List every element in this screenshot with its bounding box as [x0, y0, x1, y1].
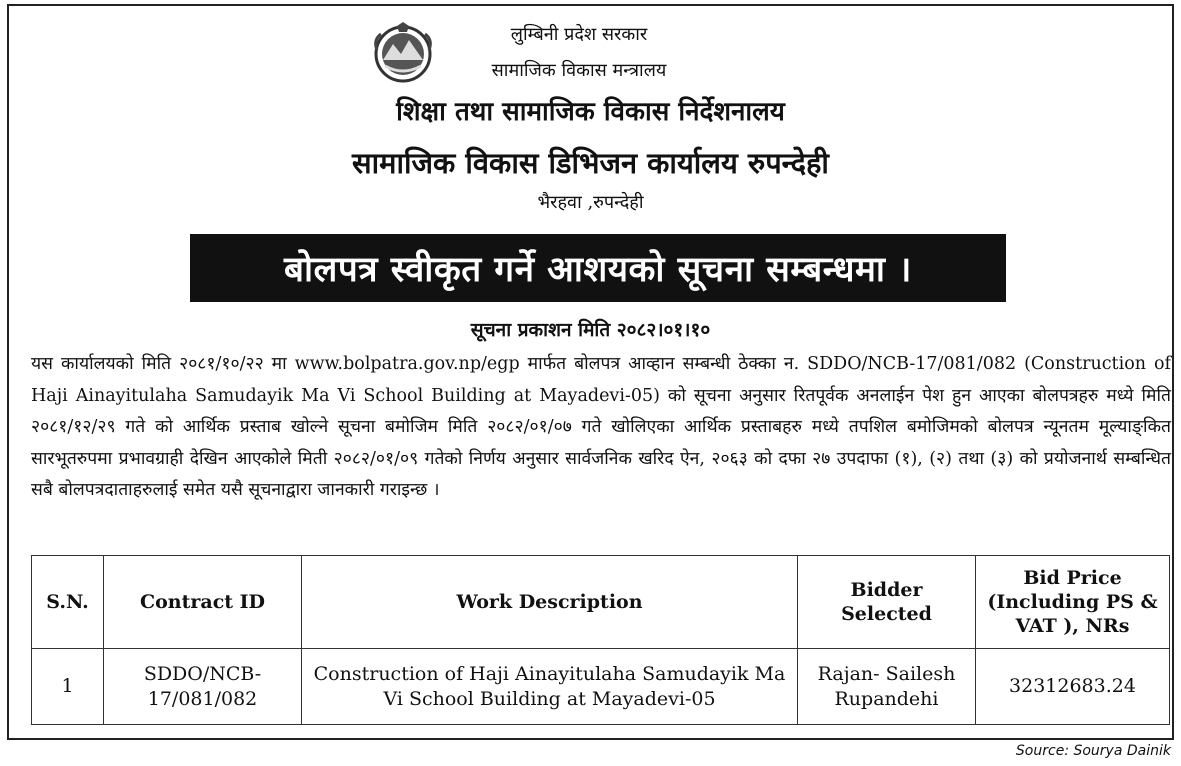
- gov-line: लुम्बिनी प्रदेश सरकार: [510, 24, 648, 45]
- header-bidder: Bidder Selected: [798, 556, 976, 649]
- notice-frame: [7, 4, 1174, 740]
- cell-contract-id: SDDO/NCB-17/081/082: [104, 649, 302, 725]
- directorate-line: शिक्षा तथा सामाजिक विकास निर्देशनालय: [396, 97, 785, 127]
- publish-date: सूचना प्रकाशन मिति २०८२।०१।१०: [470, 319, 711, 341]
- header-sn: S.N.: [32, 556, 104, 649]
- cell-price: 32312683.24: [976, 649, 1170, 725]
- header-contract-id: Contract ID: [104, 556, 302, 649]
- location-line: भैरहवा ,रुपन्देही: [537, 192, 644, 213]
- header-work-description: Work Description: [302, 556, 798, 649]
- cell-bidder: Rajan- Sailesh Rupandehi: [798, 649, 976, 725]
- cell-sn: 1: [32, 649, 104, 725]
- office-line: सामाजिक विकास डिभिजन कार्यालय रुपन्देही: [352, 146, 829, 180]
- ministry-line: सामाजिक विकास मन्त्रालय: [491, 60, 667, 81]
- table-row: [32, 649, 1170, 725]
- header-price: Bid Price (Including PS & VAT ), NRs: [976, 556, 1170, 649]
- notice-title: बोलपत्र स्वीकृत गर्ने आशयको सूचना सम्बन्धमा ।: [190, 234, 1006, 302]
- notice-body: यस कार्यालयको मिति २०८१/१०/२२ मा www.bolpatra.gov.np/egp मार्फत बोलपत्र आव्हान सम्बन्धी ठेक्का न. SDDO/NCB-17/081/082 (Construction of Haji Ainayitulaha Samudayik Ma Vi School Building at Mayadevi-05) को सूचना अनुसार रितपूर्वक अनलाईन पेश हुन आएका बोलपत्रहरु मध्ये मिति २०८१/१२/२९ गते को आर्थिक प्रस्ताब खोल्ने सूचना बमोजिम मिति २०८२/०१/०७ गते खोलिएका आर्थिक प्रस्ताबहरु मध्ये तपशिल बमोजिमको बोलपत्र न्यूनतम मूल्याङ्‌कित सारभूतरुपमा प्रभावग्राही देखिन आएकोले मिती २०८२/०१/०९ गतेको निर्णय अनुसार सार्वजनिक खरिद ऐन, २०६३ को दफा २७ उपदाफा (१), (२) तथा (३) को प्रयोजनार्थ सम्बन्धित सबै बोलपत्रदाताहरुलाई समेत यसै सूचनाद्वारा जानकारी गराइन्छ ।: [31, 354, 1171, 500]
- bid-table: [31, 555, 1170, 725]
- cell-work-description: Construction of Haji Ainayitulaha Samudayik Ma Vi School Building at Mayadevi-05: [302, 649, 798, 725]
- table-header-row: [32, 556, 1170, 649]
- source-credit: Source: Sourya Dainik: [1015, 743, 1171, 759]
